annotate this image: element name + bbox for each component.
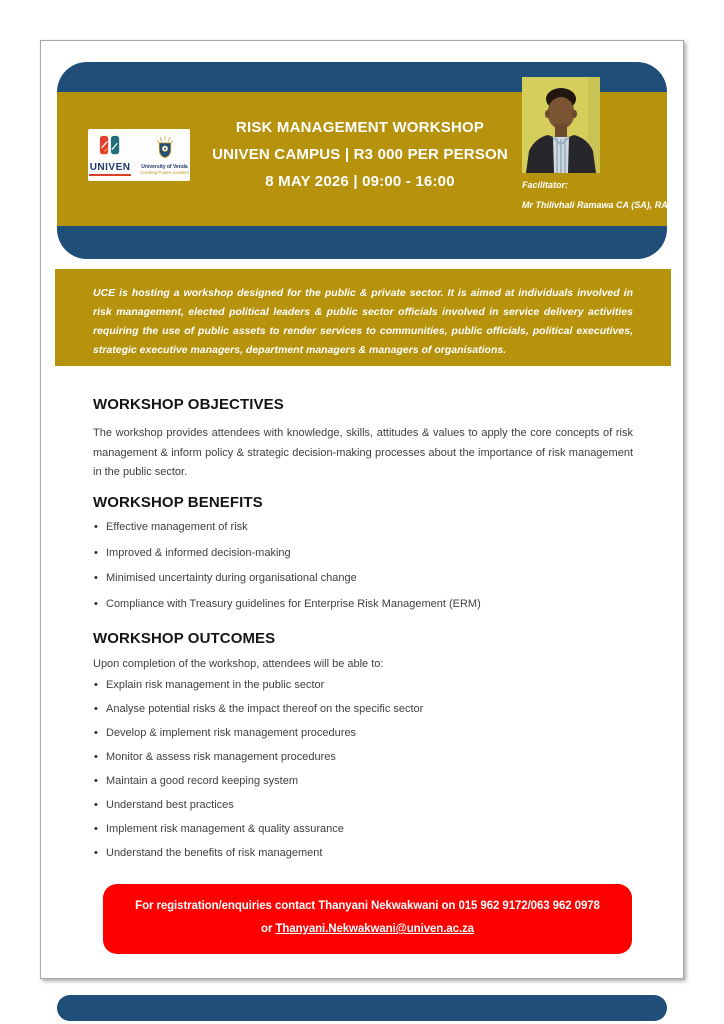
facilitator-name: Mr Thilivhali Ramawa CA (SA), RA bbox=[522, 200, 668, 210]
contact-email-link[interactable]: Thanyani.Nekwakwani@univen.ac.za bbox=[275, 923, 474, 935]
contact-line1: For registration/enquiries contact Thanyani Nekwakwani on 015 962 9172/063 962 0978 bbox=[135, 900, 600, 912]
outcome-item: • Develop & implement risk management procedures bbox=[93, 727, 633, 740]
outcomes-heading: WORKSHOP OUTCOMES bbox=[93, 630, 276, 647]
workshop-title bbox=[205, 114, 515, 195]
workshop-title-line3: 8 MAY 2026 | 09:00 - 16:00 bbox=[265, 173, 455, 190]
facilitator-caption bbox=[522, 178, 672, 213]
outcome-item: • Understand the benefits of risk management bbox=[93, 847, 633, 860]
univen-logo-icon bbox=[98, 135, 122, 162]
facilitator-label: Facilitator: bbox=[522, 180, 569, 190]
outcome-item: • Maintain a good record keeping system bbox=[93, 775, 633, 788]
outcomes-list bbox=[93, 679, 633, 871]
univen-logo bbox=[89, 135, 131, 176]
outcome-item: • Understand best practices bbox=[93, 799, 633, 812]
facilitator-photo bbox=[522, 77, 600, 173]
objectives-body: The workshop provides attendees with knowledge, skills, attitudes & values to apply the core concepts of risk management & inform policy & strategic decision-making processes about the importance of risk management in the public sector. bbox=[93, 427, 633, 478]
workshop-title-line1: RISK MANAGEMENT WORKSHOP bbox=[235, 119, 485, 136]
contact-box bbox=[103, 884, 632, 954]
univen-logo-underline bbox=[89, 174, 131, 176]
outcomes-intro: Upon completion of the workshop, attendees will be able to: bbox=[93, 658, 384, 670]
venda-crest-icon bbox=[156, 135, 174, 164]
logo-card bbox=[88, 129, 190, 181]
objectives-heading: WORKSHOP OBJECTIVES bbox=[93, 396, 284, 413]
contact-line2-prefix: or bbox=[261, 923, 273, 935]
crest-title: University of Venda bbox=[141, 164, 188, 170]
benefit-item: • Compliance with Treasury guidelines for Enterprise Risk Management (ERM) bbox=[93, 598, 633, 611]
benefit-item: • Minimised uncertainty during organisational change bbox=[93, 572, 633, 585]
contact-line2 bbox=[103, 923, 632, 935]
header-banner bbox=[57, 62, 667, 259]
venda-crest bbox=[140, 135, 189, 175]
intro-box bbox=[55, 269, 671, 366]
outcome-item: • Implement risk management & quality assurance bbox=[93, 823, 633, 836]
benefits-heading: WORKSHOP BENEFITS bbox=[93, 494, 263, 511]
benefit-item: • Effective management of risk bbox=[93, 521, 633, 534]
intro-text: UCE is hosting a workshop designed for the public & private sector. It is aimed at individuals involved in risk management, elected political leaders & public sector officials involved in service delivery activities requiring the use of public assets to render services to communities, public officials, political executives, strategic executive managers, department managers & managers of organisations. bbox=[93, 287, 633, 356]
univen-wordmark: UNIVEN bbox=[89, 161, 131, 173]
benefits-list bbox=[93, 521, 633, 623]
workshop-title-line2: UNIVEN CAMPUS | R3 000 PER PERSON bbox=[212, 146, 508, 163]
outcome-item: • Explain risk management in the public sector bbox=[93, 679, 633, 692]
bottom-navy-bar bbox=[57, 995, 667, 1021]
flyer-page bbox=[40, 40, 684, 979]
benefit-item: • Improved & informed decision-making bbox=[93, 547, 633, 560]
outcome-item: • Analyse potential risks & the impact thereof on the specific sector bbox=[93, 703, 633, 716]
outcome-item: • Monitor & assess risk management procedures bbox=[93, 751, 633, 764]
crest-tagline: Creating Future Leaders bbox=[140, 170, 189, 175]
